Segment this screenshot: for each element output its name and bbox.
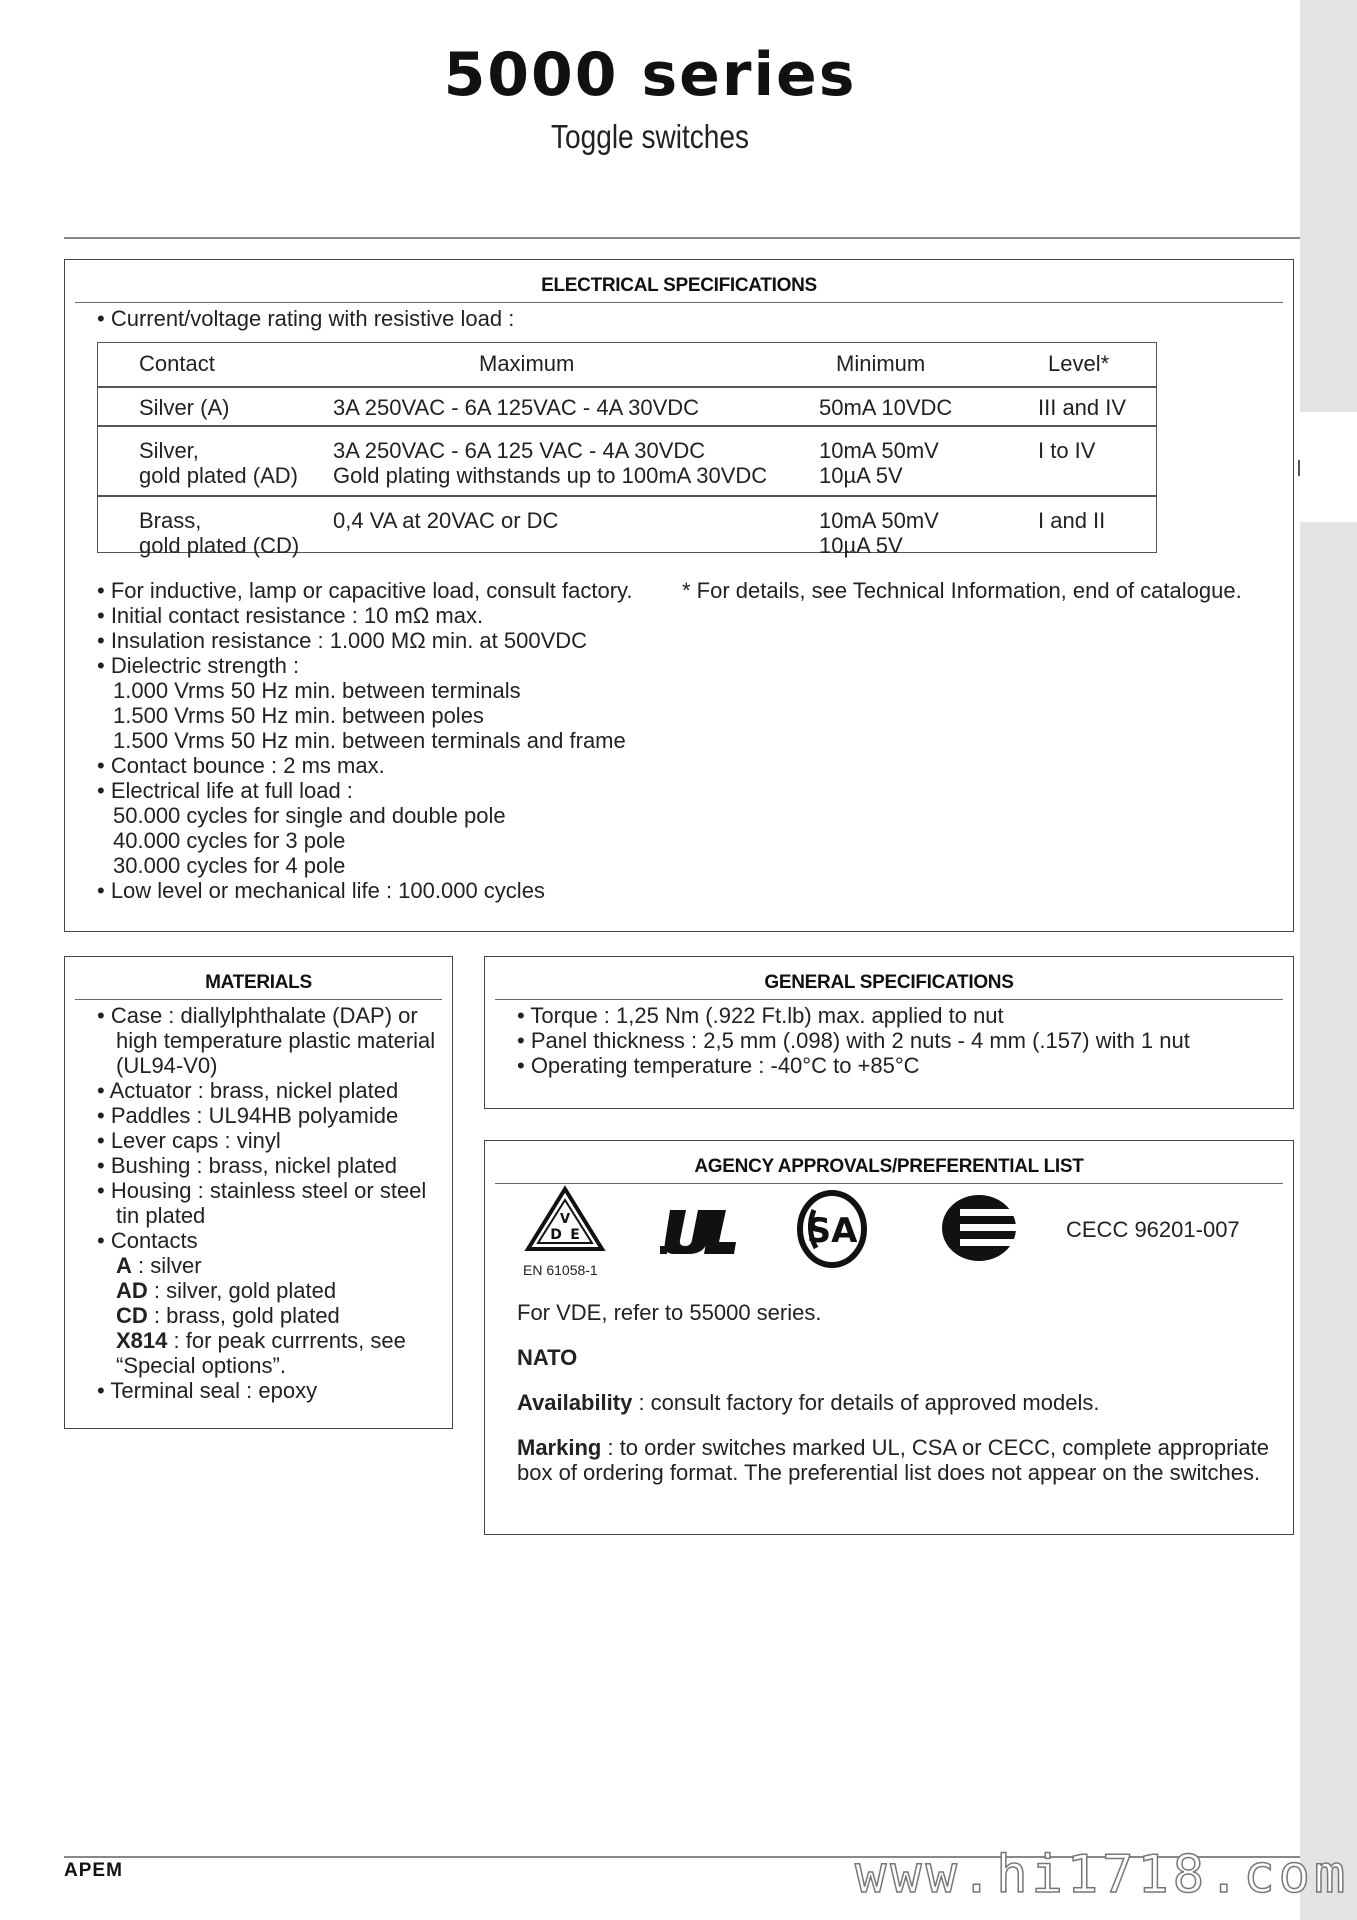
materials-line: high temperature plastic material — [116, 1028, 436, 1053]
general-line: • Operating temperature : -40°C to +85°C — [517, 1053, 920, 1078]
electrical-specs-heading: ELECTRICAL SPECIFICATIONS — [75, 270, 1283, 303]
general-line: • Panel thickness : 2,5 mm (.098) with 2 nuts - 4 mm (.157) with 1 nut — [517, 1028, 1190, 1053]
spec-line: 30.000 cycles for 4 pole — [113, 853, 346, 878]
materials-line: • Actuator : brass, nickel plated — [97, 1078, 399, 1103]
contact-code: AD — [116, 1278, 148, 1303]
rating-table — [97, 342, 1157, 558]
ul-logo — [660, 1206, 740, 1256]
table-cell: 50mA 10VDC — [819, 395, 953, 420]
marking-label: Marking — [517, 1435, 602, 1460]
nato-label: NATO — [517, 1345, 578, 1370]
svg-text:E: E — [570, 1227, 580, 1243]
vde-note: For VDE, refer to 55000 series. — [517, 1300, 822, 1325]
table-header: Contact — [139, 351, 215, 376]
svg-text:SA: SA — [806, 1211, 858, 1251]
contact-desc: : for peak currrents, see — [167, 1328, 406, 1353]
table-cell: 0,4 VA at 20VAC or DC — [333, 508, 559, 533]
brand-logo: APEM — [64, 1860, 123, 1881]
spec-line: 40.000 cycles for 3 pole — [113, 828, 346, 853]
divider — [64, 237, 1300, 239]
materials-line: • Case : diallylphthalate (DAP) or — [97, 1003, 418, 1028]
contact-code: A — [116, 1253, 132, 1278]
table-header: Minimum — [836, 351, 926, 376]
table-cell: 3A 250VAC - 6A 125VAC - 4A 30VDC — [333, 395, 700, 420]
table-rule — [98, 495, 1156, 497]
svg-text:D: D — [550, 1227, 562, 1243]
general-specs-heading: GENERAL SPECIFICATIONS — [495, 967, 1283, 1000]
contact-desc: : brass, gold plated — [147, 1303, 340, 1328]
side-tick — [1298, 460, 1300, 476]
agency-heading: AGENCY APPROVALS/PREFERENTIAL LIST — [495, 1151, 1283, 1184]
spec-line: 1.000 Vrms 50 Hz min. between terminals — [113, 678, 521, 703]
materials-line: • Housing : stainless steel or steel — [97, 1178, 427, 1203]
availability-text — [517, 1390, 1099, 1415]
cecc-logo — [940, 1193, 1018, 1263]
table-cell: 3A 250VAC - 6A 125 VAC - 4A 30VDC — [333, 438, 706, 463]
spec-line: 1.500 Vrms 50 Hz min. between terminals and frame — [113, 728, 626, 753]
contact-option — [116, 1328, 406, 1353]
contact-option — [116, 1278, 336, 1303]
materials-line: • Lever caps : vinyl — [97, 1128, 281, 1153]
page-subtitle: Toggle switches — [550, 118, 749, 155]
materials-line: • Bushing : brass, nickel plated — [97, 1153, 397, 1178]
spec-line: • For inductive, lamp or capacitive load, consult factory. — [97, 578, 633, 603]
materials-line: • Contacts — [97, 1228, 198, 1253]
availability-desc: : consult factory for details of approved models. — [632, 1390, 1100, 1415]
side-strip — [1300, 0, 1357, 1920]
marking-text-cont: box of ordering format. The preferential list does not appear on the switches. — [517, 1460, 1261, 1485]
contact-option — [116, 1253, 202, 1278]
table-header: Level* — [1048, 351, 1110, 376]
materials-line: tin plated — [116, 1203, 206, 1228]
footnote: * For details, see Technical Information, end of catalogue. — [682, 578, 1242, 603]
table-cell: I and II — [1038, 508, 1106, 533]
contact-code: CD — [116, 1303, 148, 1328]
materials-heading: MATERIALS — [75, 967, 442, 1000]
marking-desc: : to order switches marked UL, CSA or CECC, complete appropriate — [601, 1435, 1269, 1460]
marking-text — [517, 1435, 1269, 1460]
materials-line: “Special options”. — [116, 1353, 286, 1378]
table-cell: III and IV — [1038, 395, 1127, 420]
table-rule — [98, 386, 1156, 388]
side-tab — [1300, 412, 1357, 522]
contact-desc: : silver, gold plated — [147, 1278, 337, 1303]
table-cell: Silver (A) — [139, 395, 230, 420]
table-cell: 10µA 5V — [819, 463, 903, 488]
csa-logo — [796, 1190, 868, 1268]
materials-line: • Terminal seal : epoxy — [97, 1378, 318, 1403]
table-cell: gold plated (AD) — [139, 463, 298, 488]
spec-line: 50.000 cycles for single and double pole — [113, 803, 506, 828]
general-line: • Torque : 1,25 Nm (.922 Ft.lb) max. applied to nut — [517, 1003, 1004, 1028]
table-cell: Gold plating withstands up to 100mA 30VDC — [333, 463, 768, 488]
vde-logo — [524, 1185, 606, 1257]
contact-desc: : silver — [131, 1253, 202, 1278]
spec-line: • Dielectric strength : — [97, 653, 300, 678]
cecc-number: CECC 96201-007 — [1066, 1217, 1240, 1242]
vde-caption: EN 61058-1 — [523, 1262, 598, 1278]
table-cell: I to IV — [1038, 438, 1096, 463]
rating-intro: • Current/voltage rating with resistive load : — [97, 306, 515, 331]
availability-label: Availability — [517, 1390, 633, 1415]
table-header: Maximum — [479, 351, 575, 376]
table-rule — [98, 425, 1156, 427]
materials-line: • Paddles : UL94HB polyamide — [97, 1103, 399, 1128]
table-cell: 10µA 5V — [819, 533, 903, 558]
spec-line: • Initial contact resistance : 10 mΩ max. — [97, 603, 484, 628]
table-cell: gold plated (CD) — [139, 533, 300, 558]
table-cell: Silver, — [139, 438, 199, 463]
table-cell: 10mA 50mV — [819, 508, 939, 533]
spec-line: • Low level or mechanical life : 100.000 cycles — [97, 878, 545, 903]
contact-option — [116, 1303, 340, 1328]
contact-code: X814 — [116, 1328, 168, 1353]
svg-text:V: V — [559, 1212, 571, 1227]
spec-line: • Insulation resistance : 1.000 MΩ min. at 500VDC — [97, 628, 588, 653]
table-cell: Brass, — [139, 508, 202, 533]
materials-line: (UL94-V0) — [116, 1053, 218, 1078]
table-cell: 10mA 50mV — [819, 438, 939, 463]
spec-line: • Electrical life at full load : — [97, 778, 353, 803]
spec-line: 1.500 Vrms 50 Hz min. between poles — [113, 703, 484, 728]
page-title: 5000 series — [443, 40, 857, 110]
spec-line: • Contact bounce : 2 ms max. — [97, 753, 385, 778]
watermark: www.hi1718.com — [855, 1845, 1350, 1905]
